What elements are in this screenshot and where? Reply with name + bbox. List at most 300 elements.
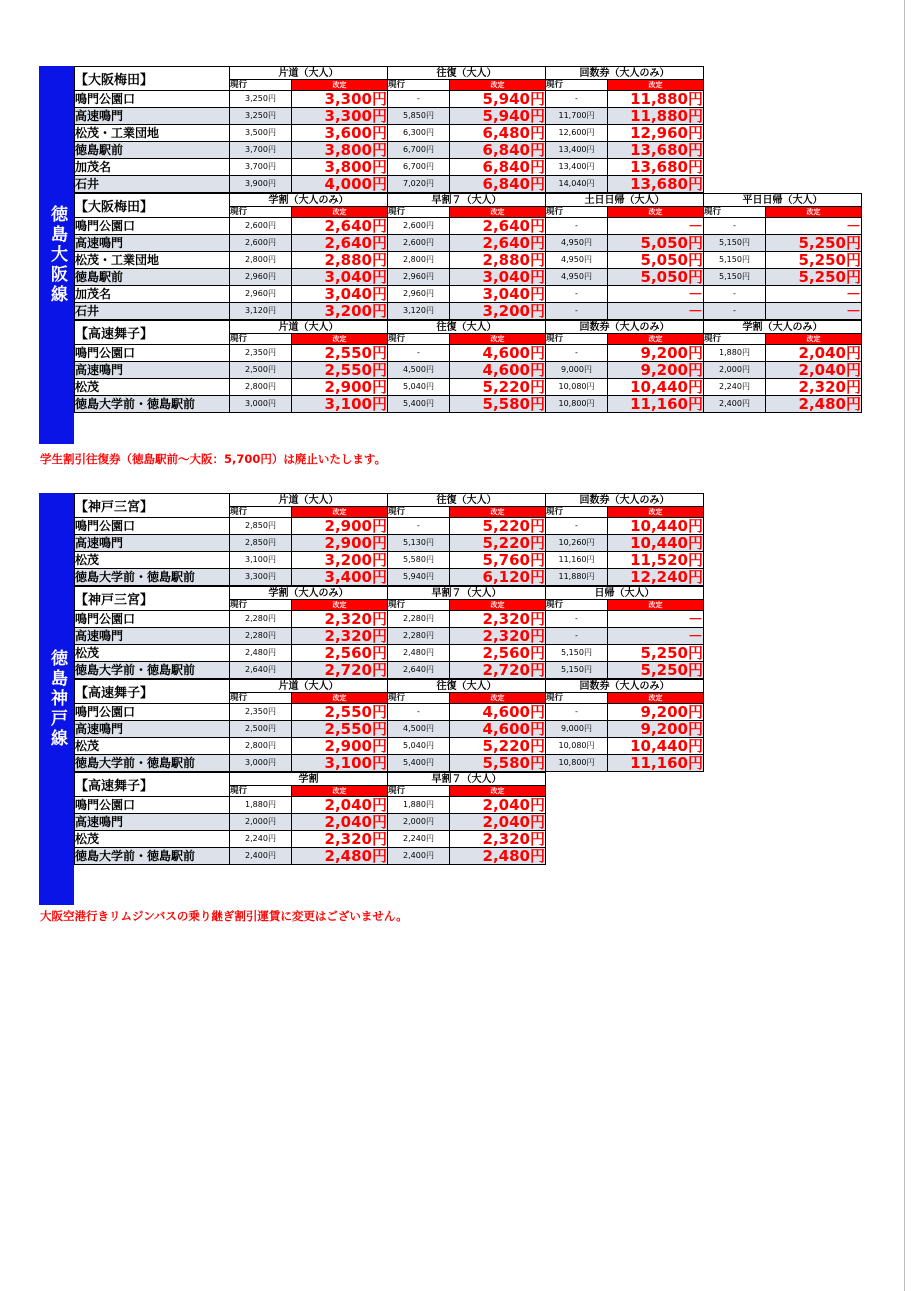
- revised-fare: 5,220円: [450, 379, 546, 396]
- revised-fare: －: [766, 218, 862, 235]
- revised-fare: 5,250円: [608, 645, 704, 662]
- current-fare: 3,120円: [388, 303, 450, 320]
- current-fare: 3,700円: [230, 142, 292, 159]
- revised-fare: 13,680円: [608, 142, 704, 159]
- fare-row: [75, 814, 546, 831]
- revised-label: 改定: [766, 334, 862, 345]
- revised-fare: 2,040円: [766, 345, 862, 362]
- fare-row: [75, 303, 862, 320]
- fare-type-header: 片道（大人）: [230, 680, 388, 693]
- current-fare: 3,000円: [230, 755, 292, 772]
- fare-type-header: 往復（大人）: [388, 680, 546, 693]
- current-fare: 3,700円: [230, 159, 292, 176]
- current-fare: 2,640円: [388, 662, 450, 679]
- revised-fare: －: [608, 628, 704, 645]
- station-name: 鳴門公園口: [75, 704, 230, 721]
- revised-fare: 3,200円: [450, 303, 546, 320]
- group-header-row: [75, 321, 862, 334]
- current-fare: 10,080円: [546, 379, 608, 396]
- current-fare: 2,000円: [388, 814, 450, 831]
- fare-type-header: 片道（大人）: [230, 494, 388, 507]
- revised-fare: 2,900円: [292, 738, 388, 755]
- current-fare: 2,480円: [388, 645, 450, 662]
- current-fare: 3,900円: [230, 176, 292, 193]
- current-fare: 4,950円: [546, 235, 608, 252]
- revised-fare: 9,200円: [608, 362, 704, 379]
- current-fare: 1,880円: [388, 797, 450, 814]
- revised-fare: 4,600円: [450, 704, 546, 721]
- fare-row: [75, 831, 546, 848]
- current-fare: 3,300円: [230, 569, 292, 586]
- current-fare: 2,640円: [230, 662, 292, 679]
- fare-row: [75, 142, 704, 159]
- block-title: 【大阪梅田】: [75, 194, 230, 218]
- block-title: 【高速舞子】: [75, 321, 230, 345]
- current-fare: 2,960円: [388, 286, 450, 303]
- current-fare: -: [546, 518, 608, 535]
- current-fare: 2,800円: [230, 379, 292, 396]
- revised-label: 改定: [608, 334, 704, 345]
- current-fare: -: [546, 345, 608, 362]
- revised-fare: 2,040円: [292, 797, 388, 814]
- revised-fare: 3,800円: [292, 159, 388, 176]
- revised-fare: 5,220円: [450, 518, 546, 535]
- current-label: 現行: [546, 80, 608, 91]
- station-name: 徳島大学前・徳島駅前: [75, 662, 230, 679]
- revised-fare: 9,200円: [608, 721, 704, 738]
- revised-fare: 3,200円: [292, 552, 388, 569]
- current-label: 現行: [704, 334, 766, 345]
- current-fare: 2,850円: [230, 535, 292, 552]
- current-fare: 2,500円: [230, 362, 292, 379]
- revised-fare: 6,840円: [450, 176, 546, 193]
- revised-fare: 2,720円: [292, 662, 388, 679]
- revised-fare: 2,480円: [292, 848, 388, 865]
- fare-type-header: 土日日帰（大人）: [546, 194, 704, 207]
- route-label: [39, 493, 74, 905]
- route-label-text: 徳島大阪線: [47, 205, 67, 305]
- revised-fare: 10,440円: [608, 535, 704, 552]
- current-fare: 2,400円: [230, 848, 292, 865]
- current-fare: 2,600円: [388, 218, 450, 235]
- revised-fare: 5,220円: [450, 738, 546, 755]
- revised-fare: 2,640円: [292, 235, 388, 252]
- current-label: 現行: [230, 334, 292, 345]
- fare-row: [75, 662, 704, 679]
- fare-type-header: 往復（大人）: [388, 67, 546, 80]
- current-fare: 3,500円: [230, 125, 292, 142]
- revised-fare: 2,880円: [292, 252, 388, 269]
- revised-fare: 11,880円: [608, 91, 704, 108]
- revised-fare: 10,440円: [608, 518, 704, 535]
- revised-label: 改定: [292, 786, 388, 797]
- current-fare: 5,150円: [546, 645, 608, 662]
- revised-fare: －: [766, 303, 862, 320]
- current-label: 現行: [388, 207, 450, 218]
- current-fare: -: [546, 628, 608, 645]
- fare-type-header: 早割７（大人）: [388, 587, 546, 600]
- fare-row: [75, 535, 704, 552]
- revised-fare: 3,040円: [450, 269, 546, 286]
- fare-row: [75, 252, 862, 269]
- fare-table: [74, 320, 862, 413]
- fare-row: [75, 345, 862, 362]
- revised-fare: 5,760円: [450, 552, 546, 569]
- revised-fare: 2,040円: [766, 362, 862, 379]
- revised-fare: 11,160円: [608, 755, 704, 772]
- fare-row: [75, 628, 704, 645]
- revised-fare: 3,100円: [292, 755, 388, 772]
- current-label: 現行: [388, 786, 450, 797]
- current-fare: 2,000円: [230, 814, 292, 831]
- current-fare: 5,150円: [704, 252, 766, 269]
- revised-fare: 2,640円: [292, 218, 388, 235]
- revised-fare: 5,250円: [766, 235, 862, 252]
- revised-label: 改定: [608, 507, 704, 518]
- revised-fare: 12,240円: [608, 569, 704, 586]
- station-name: 石井: [75, 303, 230, 320]
- station-name: 高速鳴門: [75, 628, 230, 645]
- current-label: 現行: [546, 693, 608, 704]
- revised-fare: －: [608, 218, 704, 235]
- revised-fare: 9,200円: [608, 704, 704, 721]
- fare-row: [75, 738, 704, 755]
- station-name: 加茂名: [75, 286, 230, 303]
- current-fare: 7,020円: [388, 176, 450, 193]
- station-name: 高速鳴門: [75, 108, 230, 125]
- current-fare: -: [704, 286, 766, 303]
- revised-fare: 5,050円: [608, 269, 704, 286]
- station-name: 鳴門公園口: [75, 218, 230, 235]
- revised-fare: －: [608, 303, 704, 320]
- current-label: 現行: [230, 786, 292, 797]
- current-label: 現行: [546, 334, 608, 345]
- revised-fare: 6,840円: [450, 159, 546, 176]
- current-fare: 3,250円: [230, 108, 292, 125]
- revised-fare: 6,840円: [450, 142, 546, 159]
- block-title: 【神戸三宮】: [75, 587, 230, 611]
- revised-fare: 2,320円: [292, 628, 388, 645]
- current-fare: 10,800円: [546, 396, 608, 413]
- station-name: 松茂: [75, 831, 230, 848]
- revised-fare: 3,040円: [292, 286, 388, 303]
- station-name: 鳴門公園口: [75, 797, 230, 814]
- revised-fare: 11,880円: [608, 108, 704, 125]
- fare-row: [75, 91, 704, 108]
- fare-row: [75, 125, 704, 142]
- current-fare: 2,280円: [230, 611, 292, 628]
- current-fare: -: [388, 91, 450, 108]
- station-name: 徳島駅前: [75, 142, 230, 159]
- current-fare: 11,700円: [546, 108, 608, 125]
- current-fare: 9,000円: [546, 721, 608, 738]
- revised-fare: 3,600円: [292, 125, 388, 142]
- revised-label: 改定: [292, 507, 388, 518]
- revised-fare: 10,440円: [608, 738, 704, 755]
- revised-fare: 2,640円: [450, 218, 546, 235]
- fare-table: [74, 193, 862, 320]
- revised-label: 改定: [292, 334, 388, 345]
- station-name: 鳴門公園口: [75, 91, 230, 108]
- revised-fare: －: [608, 286, 704, 303]
- current-label: 現行: [230, 693, 292, 704]
- revised-fare: 4,600円: [450, 362, 546, 379]
- revised-label: 改定: [608, 693, 704, 704]
- revised-fare: 11,520円: [608, 552, 704, 569]
- current-fare: 6,700円: [388, 142, 450, 159]
- station-name: 徳島大学前・徳島駅前: [75, 755, 230, 772]
- current-fare: -: [546, 611, 608, 628]
- current-fare: 2,800円: [230, 738, 292, 755]
- station-name: 加茂名: [75, 159, 230, 176]
- fare-type-header: 往復（大人）: [388, 321, 546, 334]
- fare-row: [75, 611, 704, 628]
- current-fare: 5,150円: [704, 269, 766, 286]
- revised-label: 改定: [608, 80, 704, 91]
- revised-fare: 5,250円: [608, 662, 704, 679]
- current-fare: 2,600円: [230, 235, 292, 252]
- revised-fare: 2,560円: [450, 645, 546, 662]
- current-fare: 5,130円: [388, 535, 450, 552]
- revised-fare: 12,960円: [608, 125, 704, 142]
- fare-table: [74, 679, 704, 772]
- revised-label: 改定: [450, 507, 546, 518]
- current-fare: 6,300円: [388, 125, 450, 142]
- current-fare: 4,950円: [546, 252, 608, 269]
- revised-fare: 2,550円: [292, 721, 388, 738]
- current-fare: 10,260円: [546, 535, 608, 552]
- revised-fare: 5,940円: [450, 91, 546, 108]
- revised-fare: 2,320円: [766, 379, 862, 396]
- revised-fare: 5,580円: [450, 755, 546, 772]
- fare-row: [75, 362, 862, 379]
- current-fare: -: [388, 518, 450, 535]
- current-fare: 9,000円: [546, 362, 608, 379]
- revised-label: 改定: [608, 600, 704, 611]
- current-fare: 3,250円: [230, 91, 292, 108]
- fare-row: [75, 286, 862, 303]
- revised-fare: 2,720円: [450, 662, 546, 679]
- revised-label: 改定: [292, 207, 388, 218]
- fare-blocks: [74, 493, 704, 865]
- revised-fare: 5,580円: [450, 396, 546, 413]
- current-label: 現行: [388, 334, 450, 345]
- current-fare: 2,960円: [230, 286, 292, 303]
- station-name: 松茂: [75, 552, 230, 569]
- current-fare: -: [388, 704, 450, 721]
- current-fare: 5,040円: [388, 379, 450, 396]
- revised-fare: 3,800円: [292, 142, 388, 159]
- fare-type-header: 早割７（大人）: [388, 194, 546, 207]
- block-title: 【高速舞子】: [75, 773, 230, 797]
- revised-fare: 2,880円: [450, 252, 546, 269]
- current-fare: 5,580円: [388, 552, 450, 569]
- group-header-row: [75, 494, 704, 507]
- current-fare: 5,150円: [546, 662, 608, 679]
- block-title: 【神戸三宮】: [75, 494, 230, 518]
- current-fare: 2,960円: [388, 269, 450, 286]
- station-name: 鳴門公園口: [75, 345, 230, 362]
- current-label: 現行: [388, 80, 450, 91]
- fare-row: [75, 755, 704, 772]
- current-fare: 5,150円: [704, 235, 766, 252]
- revised-fare: －: [766, 286, 862, 303]
- group-header-row: [75, 67, 704, 80]
- fare-row: [75, 848, 546, 865]
- revised-fare: 2,480円: [450, 848, 546, 865]
- revised-fare: 5,250円: [766, 269, 862, 286]
- revised-fare: 4,000円: [292, 176, 388, 193]
- station-name: 鳴門公園口: [75, 518, 230, 535]
- fare-type-header: 日帰（大人）: [546, 587, 704, 600]
- current-fare: 11,880円: [546, 569, 608, 586]
- current-fare: 2,350円: [230, 345, 292, 362]
- group-header-row: [75, 680, 704, 693]
- current-label: 現行: [704, 207, 766, 218]
- revised-fare: 3,040円: [292, 269, 388, 286]
- revised-label: 改定: [450, 334, 546, 345]
- current-fare: 6,700円: [388, 159, 450, 176]
- section-note: 大阪空港行きリムジンバスの乗り継ぎ割引運賃に変更はございません。: [40, 909, 408, 923]
- block-title: 【大阪梅田】: [75, 67, 230, 91]
- fare-row: [75, 797, 546, 814]
- current-fare: 1,880円: [230, 797, 292, 814]
- current-fare: 2,600円: [388, 235, 450, 252]
- revised-fare: 2,480円: [766, 396, 862, 413]
- fare-type-header: 平日日帰（大人）: [704, 194, 862, 207]
- revised-fare: 11,160円: [608, 396, 704, 413]
- current-label: 現行: [546, 600, 608, 611]
- station-name: 高速鳴門: [75, 535, 230, 552]
- revised-fare: 2,040円: [450, 814, 546, 831]
- current-fare: 2,350円: [230, 704, 292, 721]
- station-name: 松茂: [75, 379, 230, 396]
- revised-fare: 2,640円: [450, 235, 546, 252]
- current-fare: 4,500円: [388, 362, 450, 379]
- current-fare: 4,950円: [546, 269, 608, 286]
- current-fare: -: [388, 345, 450, 362]
- fare-type-header: 回数券（大人のみ）: [546, 494, 704, 507]
- current-label: 現行: [388, 600, 450, 611]
- fare-type-header: 学割（大人のみ）: [704, 321, 862, 334]
- current-fare: 13,400円: [546, 142, 608, 159]
- current-fare: 5,850円: [388, 108, 450, 125]
- current-fare: -: [546, 218, 608, 235]
- current-fare: 2,600円: [230, 218, 292, 235]
- fare-row: [75, 569, 704, 586]
- station-name: 鳴門公園口: [75, 611, 230, 628]
- revised-fare: 2,320円: [292, 831, 388, 848]
- revised-label: 改定: [450, 600, 546, 611]
- fare-row: [75, 176, 704, 193]
- revised-fare: 5,220円: [450, 535, 546, 552]
- group-header-row: [75, 587, 704, 600]
- fare-row: [75, 379, 862, 396]
- station-name: 松茂: [75, 738, 230, 755]
- fare-type-header: 学割（大人のみ）: [230, 587, 388, 600]
- revised-label: 改定: [450, 207, 546, 218]
- station-name: 高速鳴門: [75, 814, 230, 831]
- station-name: 高速鳴門: [75, 721, 230, 738]
- current-fare: 3,100円: [230, 552, 292, 569]
- fare-table: [74, 66, 704, 193]
- revised-fare: 13,680円: [608, 159, 704, 176]
- revised-label: 改定: [766, 207, 862, 218]
- current-fare: 12,600円: [546, 125, 608, 142]
- current-label: 現行: [230, 80, 292, 91]
- revised-label: 改定: [292, 600, 388, 611]
- group-header-row: [75, 194, 862, 207]
- station-name: 松茂: [75, 645, 230, 662]
- current-fare: 5,040円: [388, 738, 450, 755]
- current-fare: 3,000円: [230, 396, 292, 413]
- current-fare: -: [704, 218, 766, 235]
- revised-fare: 2,320円: [450, 628, 546, 645]
- group-header-row: [75, 773, 546, 786]
- fare-table: [74, 586, 704, 679]
- fare-table: [74, 493, 704, 586]
- current-fare: 2,000円: [704, 362, 766, 379]
- current-fare: 2,480円: [230, 645, 292, 662]
- fare-type-header: 早割７（大人）: [388, 773, 546, 786]
- current-fare: 10,080円: [546, 738, 608, 755]
- station-name: 高速鳴門: [75, 362, 230, 379]
- revised-fare: 3,040円: [450, 286, 546, 303]
- fare-row: [75, 518, 704, 535]
- current-fare: 2,850円: [230, 518, 292, 535]
- fare-row: [75, 645, 704, 662]
- current-fare: 2,800円: [230, 252, 292, 269]
- revised-label: 改定: [292, 80, 388, 91]
- current-fare: 14,040円: [546, 176, 608, 193]
- station-name: 徳島駅前: [75, 269, 230, 286]
- current-fare: 1,880円: [704, 345, 766, 362]
- current-fare: 2,240円: [704, 379, 766, 396]
- current-label: 現行: [230, 507, 292, 518]
- revised-fare: 5,050円: [608, 252, 704, 269]
- current-fare: 3,120円: [230, 303, 292, 320]
- fare-type-header: 回数券（大人のみ）: [546, 321, 704, 334]
- current-fare: -: [546, 303, 608, 320]
- route-label-text: 徳島神戸線: [47, 649, 67, 749]
- fare-type-header: 片道（大人）: [230, 321, 388, 334]
- revised-fare: 2,900円: [292, 518, 388, 535]
- revised-fare: 2,900円: [292, 379, 388, 396]
- current-fare: 2,500円: [230, 721, 292, 738]
- current-label: 現行: [230, 600, 292, 611]
- revised-fare: 2,550円: [292, 362, 388, 379]
- revised-fare: 2,040円: [450, 797, 546, 814]
- fare-row: [75, 552, 704, 569]
- fare-type-header: 学割（大人のみ）: [230, 194, 388, 207]
- revised-fare: 4,600円: [450, 721, 546, 738]
- page-right-border: [904, 0, 905, 1291]
- station-name: 高速鳴門: [75, 235, 230, 252]
- revised-fare: 6,120円: [450, 569, 546, 586]
- fare-row: [75, 218, 862, 235]
- revised-fare: 13,680円: [608, 176, 704, 193]
- current-fare: 10,800円: [546, 755, 608, 772]
- fare-table: [74, 772, 546, 865]
- current-fare: 2,280円: [388, 611, 450, 628]
- route-label: [39, 66, 74, 444]
- revised-fare: 2,550円: [292, 345, 388, 362]
- revised-fare: 6,480円: [450, 125, 546, 142]
- fare-row: [75, 235, 862, 252]
- revised-label: 改定: [450, 786, 546, 797]
- revised-fare: 2,560円: [292, 645, 388, 662]
- current-fare: 2,240円: [388, 831, 450, 848]
